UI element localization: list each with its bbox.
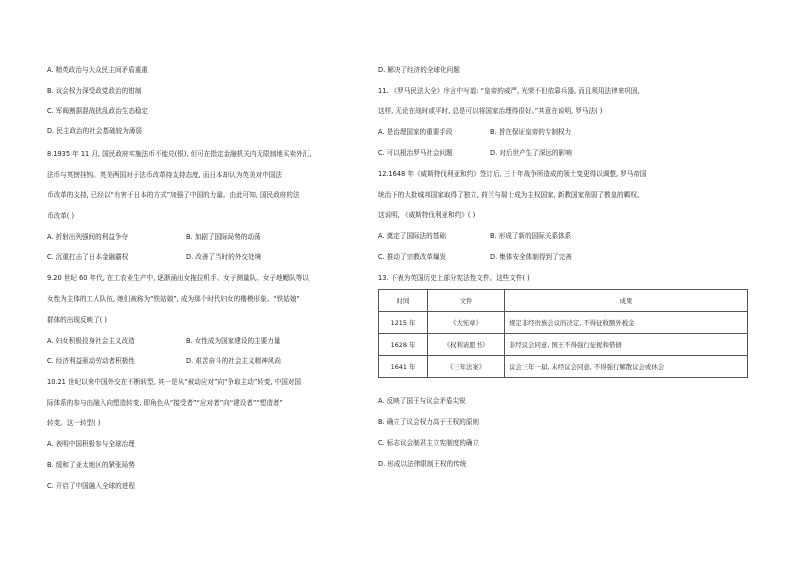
q9-option-d[interactable]: D. 艰苦奋斗的社会主义精神风尚	[186, 357, 281, 365]
table-header-document: 文件	[428, 290, 505, 312]
q12-option-a[interactable]: A. 奠定了国际法的基础	[378, 232, 446, 240]
q13-option-b[interactable]: B. 确立了议会权力高于王权的原则	[378, 418, 480, 426]
table-header-row	[379, 290, 748, 312]
q9-stem-line: 群体的出现反映了( )	[47, 316, 107, 324]
q8-option-c[interactable]: C. 沉重打击了日本金融霸权	[47, 253, 129, 261]
q10-option-a[interactable]: A. 表明中国积极参与全球治理	[47, 440, 135, 448]
table-row	[379, 312, 748, 334]
q11-option-a[interactable]: A. 是治理国家的重要手段	[378, 128, 453, 136]
q12-option-d[interactable]: D. 集体安全体制得到了完善	[490, 253, 572, 261]
q12-stem-line: 12.1648 年《威斯特伐利亚和约》签订后, 三十年战争所造成的领土变更得以调整, 罗马帝国	[378, 170, 647, 178]
q9-option-c[interactable]: C. 经济利益驱动劳动者积极性	[47, 357, 135, 365]
q7-option-d[interactable]: D. 民主政治的社会基础较为薄弱	[47, 127, 142, 135]
q11-option-d[interactable]: D. 对后世产生了深远的影响	[490, 149, 572, 157]
q8-stem-line: 法币与英镑挂钩。英美两国对于法币改革持支持态度, 而日本却认为英美对中国法	[47, 171, 282, 179]
q11-stem-line: 这样, 无论在战时或平时, 总是可以将国家治理得很好。”其意在说明, 罗马法( )	[378, 107, 603, 115]
table-header-time: 时间	[379, 290, 428, 312]
table-cell-result: 非经议会同意, 国王不得强行征税和借债	[505, 334, 748, 356]
q10-option-b[interactable]: B. 缓和了亚太地区的紧张局势	[47, 461, 135, 469]
q9-option-b[interactable]: B. 女性成为国家建设的主要力量	[186, 337, 281, 345]
q11-stem-line: 11. 《罗马民法大全》序言中写道: “皇帝的威严, 光荣不但依靠兵器, 而且须用法律来巩固,	[378, 87, 640, 95]
q7-option-c[interactable]: C. 军阀割据混战扰乱政治生态稳定	[47, 107, 149, 115]
q7-option-b[interactable]: B. 议会权力深受政党政治的钳制	[47, 87, 142, 95]
q13-option-a[interactable]: A. 反映了国王与议会矛盾尖锐	[378, 397, 466, 405]
q13-stem: 13. 下表为英国历史上部分宪法性文件。这些文件( )	[378, 274, 530, 282]
q8-stem-line: 8.1935 年 11 月, 国民政府实施法币不能兑(银), 但可在指定金融机关内无限制地买卖外汇,	[47, 150, 312, 158]
q7-option-a[interactable]: A. 精英政治与大众民主间矛盾重重	[47, 66, 148, 74]
q8-option-d[interactable]: D. 改善了当时的外交处境	[186, 253, 262, 261]
q9-stem-line: 9.20 世纪 60 年代, 在工农业生产中, 逐渐涌出女拖拉机手、女子测量队、女子地鳃队等以	[47, 274, 309, 282]
q10-option-d[interactable]: D. 解决了经济的全球化问题	[378, 66, 460, 74]
q13-option-d[interactable]: D. 形成以法律限制王权的传统	[378, 460, 467, 468]
q9-stem-line: 女性为主体的工人队伍, 她们被称为“铁姑娘”, 成为那个时代妇女的楷模形象。“铁姑娘”	[47, 295, 300, 303]
q8-option-a[interactable]: A. 折射出列强间的利益争夺	[47, 233, 129, 241]
q11-option-c[interactable]: C. 可以根治罗马社会问题	[378, 149, 453, 157]
table-cell-result: 规定非经贵族会议的决定, 不得征收额外税金	[505, 312, 748, 334]
q10-stem-line: 际体系的参与由融入向塑造转变, 即角色从“接受者”“应对者”向“建设者”“塑造者”	[47, 399, 283, 407]
table-cell-result: 议会三年一届, 未经议会同意, 不得强行解散议会或休会	[505, 356, 748, 378]
table-cell-document: 《大宪章》	[428, 312, 505, 334]
constitution-table	[378, 289, 748, 378]
table-cell-document: 《权利请愿书》	[428, 334, 505, 356]
q12-stem-line: 这说明, 《威斯特伐利亚和约》( )	[378, 211, 476, 219]
table-cell-time: 1641 年	[379, 356, 428, 378]
q12-stem-line: 统治下的大批城邦国家取得了独立, 荷兰与瑞士成为主权国家, 新教国家削弱了教皇的羁权。	[378, 191, 644, 199]
q9-option-a[interactable]: A. 妇女积极投身社会主义改造	[47, 337, 135, 345]
table-row	[379, 334, 748, 356]
table-header-result: 成果	[505, 290, 748, 312]
q10-stem-line: 转变。这一转型( )	[47, 419, 101, 427]
q8-stem-line: 币改革的支持, 已经以“有害于日本的方式”加强了中国的力量。由此可知, 国民政府的法	[47, 191, 300, 199]
q11-option-b[interactable]: B. 旨在保证皇帝的专制权力	[490, 128, 572, 136]
table-cell-document: 《三年法案》	[428, 356, 505, 378]
q10-stem-line: 10.21 世纪以来中国外交在不断转型, 其一是从“被动应对”向“争取主动”转变, 中国对国	[47, 378, 302, 386]
q12-option-c[interactable]: C. 推动了宗教改革爆发	[378, 253, 447, 261]
q8-stem-line: 币改革( )	[47, 212, 75, 220]
table-row	[379, 356, 748, 378]
table-cell-time: 1628 年	[379, 334, 428, 356]
q12-option-b[interactable]: B. 形成了新的国际关系体系	[490, 232, 572, 240]
q8-option-b[interactable]: B. 加剧了国际局势的动荡	[186, 233, 261, 241]
q13-option-c[interactable]: C. 标志议会制君主立宪制度的确立	[378, 439, 480, 447]
table-cell-time: 1215 年	[379, 312, 428, 334]
q10-option-c[interactable]: C. 开启了中国融入全球的进程	[47, 482, 135, 490]
